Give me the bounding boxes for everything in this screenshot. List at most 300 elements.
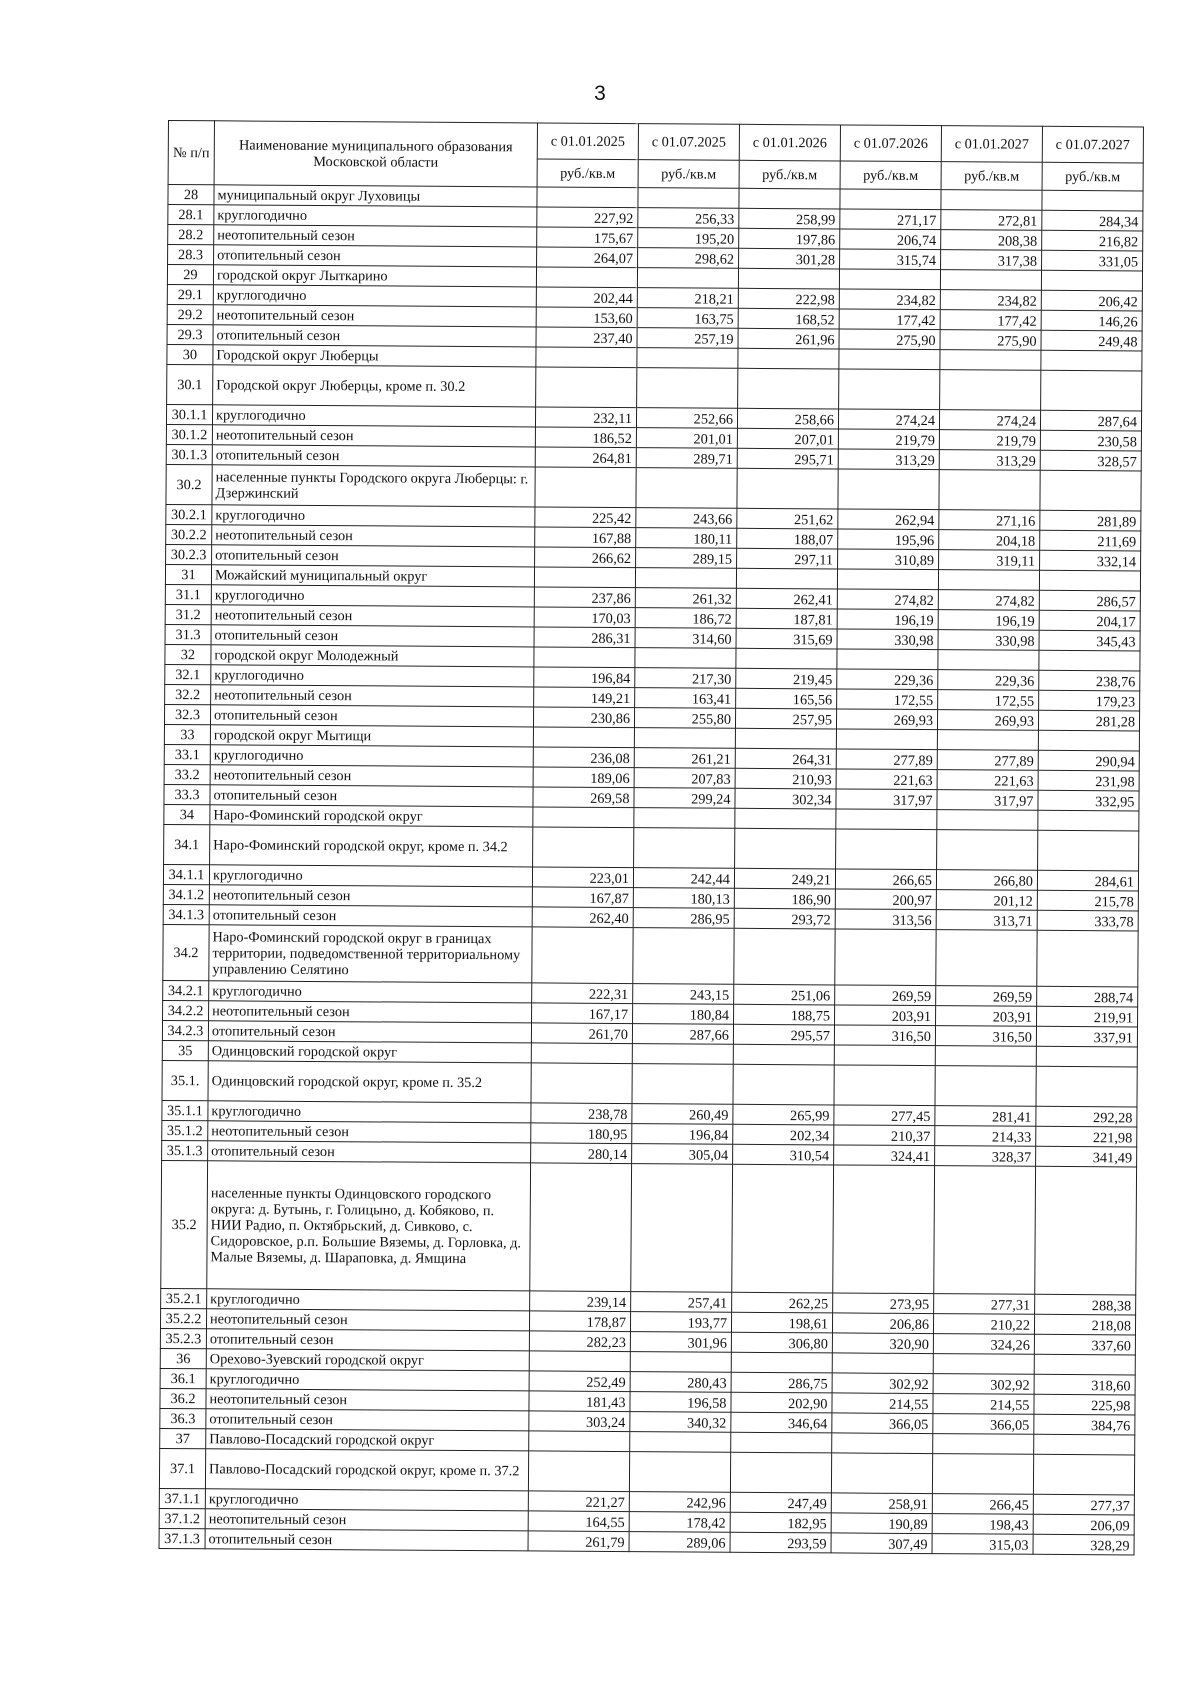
tariff-value: 207,83 <box>634 768 735 789</box>
tariff-value: 195,20 <box>638 228 739 249</box>
row-number: 31.1 <box>165 584 211 604</box>
tariff-value: 264,31 <box>735 748 836 769</box>
tariff-value: 303,24 <box>529 1411 630 1432</box>
row-number: 28.2 <box>168 225 214 245</box>
tariff-value: 198,43 <box>932 1514 1033 1535</box>
tariff-value: 188,75 <box>734 1004 835 1025</box>
tariff-value: 262,94 <box>838 509 939 530</box>
tariff-value <box>738 368 839 409</box>
row-number: 32.2 <box>165 684 211 704</box>
tariff-value: 286,57 <box>1039 590 1140 611</box>
tariff-value: 198,61 <box>731 1312 832 1333</box>
tariff-value: 258,99 <box>739 208 840 229</box>
tariff-value: 179,23 <box>1039 690 1140 711</box>
row-name: отопительный сезон <box>210 785 533 807</box>
tariff-value <box>1035 1166 1137 1295</box>
tariff-value: 195,96 <box>838 529 939 550</box>
tariff-value: 289,15 <box>636 548 737 569</box>
tariff-value: 366,05 <box>933 1414 1034 1435</box>
tariff-value: 167,17 <box>532 1003 633 1024</box>
tariff-value: 265,99 <box>733 1104 834 1125</box>
row-name: круглогодично <box>210 745 533 767</box>
row-number: 35.1.3 <box>162 1140 208 1160</box>
row-name: отопительный сезон <box>212 545 535 567</box>
tariff-value <box>735 808 836 829</box>
tariff-value: 221,63 <box>836 769 937 790</box>
row-name: Наро-Фоминский городской округ, кроме п. 34.2 <box>210 825 533 867</box>
row-name: Одинцовский городской округ, кроме п. 35.2 <box>208 1061 531 1103</box>
tariff-value <box>839 369 940 410</box>
tariff-value: 261,70 <box>531 1023 632 1044</box>
tariff-value <box>529 1431 630 1452</box>
tariff-value: 317,97 <box>937 790 1038 811</box>
tariff-value <box>735 828 836 869</box>
tariff-value: 237,40 <box>536 327 637 348</box>
tariff-value <box>732 1164 834 1293</box>
tariff-value: 266,80 <box>936 870 1037 891</box>
tariff-value <box>629 1452 730 1493</box>
row-number: 35.2 <box>161 1160 208 1288</box>
tariff-value: 190,89 <box>831 1513 932 1534</box>
tariff-value: 206,74 <box>840 229 941 250</box>
tariff-value: 332,95 <box>1038 790 1139 811</box>
row-name: Городской округ Люберцы, кроме п. 30.2 <box>213 365 536 407</box>
row-name: Наро-Фоминский городской округ <box>210 805 533 827</box>
row-name: неотопительный сезон <box>209 885 532 907</box>
header-unit: руб./кв.м <box>941 162 1042 191</box>
tariff-value <box>736 648 837 669</box>
tariff-value: 337,91 <box>1036 1026 1137 1047</box>
tariff-value: 262,25 <box>732 1292 833 1313</box>
tariff-value: 266,65 <box>835 869 936 890</box>
row-name: круглогодично <box>209 865 532 887</box>
tariff-value <box>1041 370 1142 411</box>
row-number: 35.2.2 <box>160 1308 206 1328</box>
tariff-value <box>1036 1046 1137 1067</box>
tariff-value <box>634 808 735 829</box>
tariff-value: 316,50 <box>834 1025 935 1046</box>
tariff-value: 172,55 <box>837 689 938 710</box>
tariff-value: 318,60 <box>1034 1374 1135 1395</box>
row-name: Одинцовский городской округ <box>208 1041 531 1063</box>
tariff-value: 297,11 <box>737 548 838 569</box>
tariff-value: 260,49 <box>632 1104 733 1125</box>
row-name: муниципальный округ Луховицы <box>214 185 537 207</box>
tariff-value <box>533 827 634 868</box>
tariff-value: 330,98 <box>837 629 938 650</box>
tariff-value: 219,79 <box>838 429 939 450</box>
tariff-value: 186,72 <box>635 608 736 629</box>
tariff-value: 261,32 <box>635 588 736 609</box>
tariff-value: 273,95 <box>833 1293 934 1314</box>
tariff-value: 332,14 <box>1040 550 1141 571</box>
row-name: неотопительный сезон <box>210 765 533 787</box>
row-name: круглогодично <box>205 1489 528 1511</box>
row-number: 30.2 <box>166 464 212 504</box>
row-number: 30.2.2 <box>166 524 212 544</box>
row-name: отопительный сезон <box>211 625 534 647</box>
tariff-value: 284,34 <box>1042 210 1143 231</box>
tariff-value <box>935 1066 1036 1107</box>
row-number: 35.2.1 <box>161 1288 207 1308</box>
row-name: неотопительный сезон <box>206 1389 529 1411</box>
row-name: неотопительный сезон <box>206 1309 529 1331</box>
tariff-value: 186,52 <box>535 427 636 448</box>
tariff-value: 315,69 <box>736 628 837 649</box>
tariff-value: 163,41 <box>635 688 736 709</box>
row-name: неотопительный сезон <box>209 1001 532 1023</box>
tariff-value <box>836 829 937 870</box>
tariff-value: 252,49 <box>529 1371 630 1392</box>
tariff-value: 295,57 <box>733 1024 834 1045</box>
tariff-value: 313,29 <box>939 450 1040 471</box>
tariff-value: 214,55 <box>933 1394 1034 1415</box>
header-unit: руб./кв.м <box>1042 162 1143 191</box>
tariff-value: 313,71 <box>936 910 1037 931</box>
tariff-value: 230,86 <box>533 707 634 728</box>
tariff-value: 221,63 <box>937 770 1038 791</box>
row-number: 34.2.1 <box>163 980 209 1000</box>
tariff-value <box>941 190 1042 211</box>
row-name: Павлово-Посадский городской округ <box>206 1429 529 1451</box>
tariff-value: 281,89 <box>1040 510 1141 531</box>
tariff-value: 187,81 <box>736 608 837 629</box>
tariff-value: 214,33 <box>935 1126 1036 1147</box>
tariff-value: 293,59 <box>730 1532 831 1553</box>
tariff-value <box>733 1064 834 1105</box>
row-number: 35 <box>162 1040 208 1060</box>
tariff-value: 252,66 <box>636 408 737 429</box>
tariff-value: 200,97 <box>835 889 936 910</box>
tariff-value <box>536 267 637 288</box>
tariff-table-wrapper <box>159 120 1143 1555</box>
header-date: с 01.07.2025 <box>638 124 739 161</box>
tariff-value: 261,79 <box>528 1531 629 1552</box>
tariff-value: 168,52 <box>738 308 839 329</box>
row-number: 32 <box>165 644 211 664</box>
tariff-value: 341,49 <box>1036 1146 1137 1167</box>
tariff-value <box>832 1353 933 1374</box>
row-number: 36.3 <box>160 1408 206 1428</box>
tariff-value <box>636 468 737 509</box>
row-name: круглогодично <box>214 205 537 227</box>
table-row <box>167 364 1142 410</box>
header-name: Наименование муниципального образования Московской области <box>214 121 537 187</box>
tariff-value: 269,93 <box>836 709 937 730</box>
tariff-value: 274,82 <box>938 590 1039 611</box>
row-number: 30.1 <box>167 364 213 404</box>
row-name: Можайский муниципальный округ <box>211 565 534 587</box>
tariff-value <box>630 1352 731 1373</box>
tariff-value: 328,57 <box>1040 450 1141 471</box>
tariff-value: 286,95 <box>633 908 734 929</box>
tariff-value: 340,32 <box>630 1412 731 1433</box>
tariff-value <box>835 929 936 986</box>
tariff-value: 345,43 <box>1039 630 1140 651</box>
row-name: неотопительный сезон <box>211 605 534 627</box>
table-row <box>159 1448 1134 1494</box>
tariff-value: 264,81 <box>535 447 636 468</box>
tariff-value: 218,21 <box>637 288 738 309</box>
tariff-value: 196,84 <box>632 1124 733 1145</box>
row-number: 30.2.1 <box>166 504 212 524</box>
row-name: населенные пункты Городского округа Люберцы: г. Дзержинский <box>212 465 535 507</box>
tariff-value: 261,21 <box>634 748 735 769</box>
tariff-value: 229,36 <box>837 669 938 690</box>
tariff-value: 206,42 <box>1041 290 1142 311</box>
row-number: 30 <box>167 344 213 364</box>
tariff-value: 167,87 <box>532 887 633 908</box>
tariff-value: 280,43 <box>630 1372 731 1393</box>
tariff-value: 208,38 <box>941 230 1042 251</box>
tariff-value <box>635 568 736 589</box>
tariff-value <box>933 1434 1034 1455</box>
row-number: 29.3 <box>167 324 213 344</box>
tariff-value: 282,23 <box>529 1331 630 1352</box>
row-number: 34.1.3 <box>163 904 209 924</box>
tariff-value: 269,59 <box>835 985 936 1006</box>
tariff-value: 330,98 <box>938 630 1039 651</box>
tariff-value <box>932 1454 1033 1495</box>
row-name: круглогодично <box>211 585 534 607</box>
tariff-value <box>635 648 736 669</box>
row-number: 28 <box>168 185 214 205</box>
tariff-value: 274,24 <box>838 409 939 430</box>
tariff-value: 310,89 <box>838 549 939 570</box>
tariff-value: 313,29 <box>838 449 939 470</box>
tariff-value: 289,71 <box>636 448 737 469</box>
tariff-value: 210,22 <box>933 1314 1034 1335</box>
tariff-value: 221,98 <box>1036 1126 1137 1147</box>
header-date: с 01.07.2027 <box>1042 126 1143 163</box>
row-name: неотопительный сезон <box>213 305 536 327</box>
tariff-value: 216,82 <box>1042 230 1143 251</box>
tariff-value <box>933 1354 1034 1375</box>
tariff-value <box>837 649 938 670</box>
tariff-value: 313,56 <box>835 909 936 930</box>
tariff-value: 196,84 <box>534 667 635 688</box>
row-number: 31 <box>165 564 211 584</box>
tariff-value <box>533 727 634 748</box>
tariff-value: 324,26 <box>933 1334 1034 1355</box>
tariff-value: 255,80 <box>634 708 735 729</box>
tariff-value: 266,45 <box>932 1494 1033 1515</box>
row-number: 30.1.1 <box>166 404 212 424</box>
tariff-value: 346,64 <box>731 1412 832 1433</box>
tariff-value: 264,07 <box>537 247 638 268</box>
row-name: Городской округ Люберцы <box>213 345 536 367</box>
tariff-value: 225,98 <box>1034 1394 1135 1415</box>
header-date: с 01.07.2026 <box>840 125 941 162</box>
tariff-value: 243,66 <box>636 508 737 529</box>
tariff-value: 302,34 <box>735 788 836 809</box>
row-number: 37.1.2 <box>159 1508 205 1528</box>
page-number: 3 <box>594 82 606 105</box>
row-number: 37 <box>160 1428 206 1448</box>
tariff-value <box>1039 570 1140 591</box>
row-name: отопительный сезон <box>208 1141 531 1163</box>
tariff-value: 180,95 <box>531 1123 632 1144</box>
tariff-value <box>935 1046 1036 1067</box>
tariff-value: 223,01 <box>532 867 633 888</box>
row-number: 29.2 <box>167 304 213 324</box>
tariff-value: 238,78 <box>531 1103 632 1124</box>
tariff-value: 315,74 <box>840 249 941 270</box>
row-name: неотопительный сезон <box>208 1121 531 1143</box>
tariff-value <box>836 729 937 750</box>
tariff-value: 172,55 <box>938 690 1039 711</box>
tariff-value <box>638 188 739 209</box>
tariff-value <box>1042 190 1143 211</box>
tariff-value: 275,90 <box>940 330 1041 351</box>
row-name: отопительный сезон <box>214 245 537 267</box>
header-unit: руб./кв.м <box>840 161 941 190</box>
tariff-value <box>1038 810 1139 831</box>
tariff-value: 234,82 <box>940 290 1041 311</box>
row-number: 35.1.1 <box>162 1100 208 1120</box>
tariff-value: 277,31 <box>934 1294 1035 1315</box>
tariff-value: 196,19 <box>837 609 938 630</box>
tariff-value: 218,08 <box>1034 1314 1135 1335</box>
tariff-value: 288,38 <box>1035 1294 1136 1315</box>
row-number: 35.1. <box>162 1060 208 1100</box>
tariff-value: 288,74 <box>1037 986 1138 1007</box>
tariff-value: 331,05 <box>1042 250 1143 271</box>
tariff-value: 204,18 <box>939 530 1040 551</box>
tariff-value <box>533 807 634 828</box>
tariff-value: 305,04 <box>632 1144 733 1165</box>
tariff-value <box>637 348 738 369</box>
row-number: 28.3 <box>168 245 214 265</box>
tariff-value: 178,87 <box>529 1311 630 1332</box>
tariff-value: 229,36 <box>938 670 1039 691</box>
table-row <box>166 464 1141 510</box>
tariff-value: 238,76 <box>1039 670 1140 691</box>
tariff-value <box>634 728 735 749</box>
tariff-value <box>534 567 635 588</box>
row-number: 31.2 <box>165 604 211 624</box>
row-name: круглогодично <box>212 405 535 427</box>
tariff-value <box>840 189 941 210</box>
tariff-value: 277,37 <box>1033 1494 1134 1515</box>
table-row <box>161 1160 1137 1294</box>
row-number: 34.1.1 <box>163 864 209 884</box>
tariff-value: 280,14 <box>531 1143 632 1164</box>
tariff-value: 177,42 <box>839 309 940 330</box>
tariff-value: 182,95 <box>730 1512 831 1533</box>
tariff-value: 290,94 <box>1038 750 1139 771</box>
row-name: городской округ Лыткарино <box>213 265 536 287</box>
tariff-value: 277,45 <box>834 1105 935 1126</box>
tariff-value: 320,90 <box>832 1333 933 1354</box>
tariff-value: 202,34 <box>733 1124 834 1145</box>
tariff-value: 149,21 <box>534 687 635 708</box>
row-name: неотопительный сезон <box>211 685 534 707</box>
tariff-value: 258,91 <box>831 1493 932 1514</box>
tariff-value: 333,78 <box>1037 910 1138 931</box>
tariff-value <box>733 1044 834 1065</box>
tariff-value <box>937 730 1038 751</box>
tariff-value <box>731 1352 832 1373</box>
tariff-value: 231,98 <box>1038 770 1139 791</box>
table-row <box>162 1060 1137 1106</box>
tariff-value: 292,28 <box>1036 1106 1137 1127</box>
tariff-value <box>936 930 1037 987</box>
tariff-value <box>1034 1354 1135 1375</box>
tariff-value <box>1041 350 1142 371</box>
tariff-value: 193,77 <box>630 1312 731 1333</box>
tariff-value: 239,14 <box>530 1291 631 1312</box>
tariff-value: 186,90 <box>734 888 835 909</box>
tariff-value: 203,91 <box>936 1006 1037 1027</box>
tariff-value: 317,38 <box>941 250 1042 271</box>
row-name: круглогодично <box>207 1289 530 1311</box>
row-name: отопительный сезон <box>205 1529 528 1551</box>
table-row <box>163 924 1138 986</box>
tariff-value: 180,84 <box>633 1004 734 1025</box>
tariff-value: 319,11 <box>939 550 1040 571</box>
row-number: 37.1.3 <box>159 1528 205 1548</box>
tariff-value <box>1037 930 1138 987</box>
tariff-value <box>937 810 1038 831</box>
tariff-value: 251,06 <box>734 984 835 1005</box>
tariff-value: 206,09 <box>1033 1514 1134 1535</box>
tariff-value: 258,66 <box>737 408 838 429</box>
tariff-value: 384,76 <box>1034 1414 1135 1435</box>
tariff-value: 219,79 <box>939 430 1040 451</box>
tariff-value: 257,19 <box>637 328 738 349</box>
tariff-value <box>837 569 938 590</box>
tariff-value: 275,90 <box>839 329 940 350</box>
tariff-value: 234,82 <box>839 289 940 310</box>
tariff-value: 287,66 <box>632 1024 733 1045</box>
table-body <box>159 185 1143 1555</box>
tariff-value: 180,11 <box>636 528 737 549</box>
table-header <box>168 121 1143 191</box>
row-name: отопительный сезон <box>209 905 532 927</box>
tariff-value <box>1033 1454 1134 1495</box>
tariff-value <box>637 368 738 409</box>
tariff-value: 269,93 <box>937 710 1038 731</box>
row-number: 34.2 <box>163 924 209 980</box>
tariff-value: 299,24 <box>634 788 735 809</box>
tariff-value <box>940 350 1041 371</box>
tariff-value: 207,01 <box>737 428 838 449</box>
tariff-value <box>1038 730 1139 751</box>
tariff-value: 337,60 <box>1034 1334 1135 1355</box>
row-name: отопительный сезон <box>213 325 536 347</box>
row-number: 34.2.2 <box>163 1000 209 1020</box>
tariff-value <box>838 469 939 510</box>
row-number: 34.2.3 <box>162 1020 208 1040</box>
tariff-value <box>834 1045 935 1066</box>
tariff-value: 328,29 <box>1033 1534 1134 1555</box>
tariff-value: 203,91 <box>835 1005 936 1026</box>
tariff-value: 314,60 <box>635 628 736 649</box>
tariff-value: 180,13 <box>633 888 734 909</box>
tariff-value <box>934 1166 1036 1295</box>
tariff-value <box>1034 1434 1135 1455</box>
row-name: круглогодично <box>213 285 536 307</box>
row-number: 31.3 <box>165 624 211 644</box>
tariff-value: 164,55 <box>528 1511 629 1532</box>
tariff-value <box>633 928 734 985</box>
tariff-value: 249,48 <box>1041 330 1142 351</box>
tariff-value: 310,54 <box>733 1144 834 1165</box>
tariff-value <box>632 1044 733 1065</box>
tariff-value: 175,67 <box>537 227 638 248</box>
tariff-value <box>738 268 839 289</box>
